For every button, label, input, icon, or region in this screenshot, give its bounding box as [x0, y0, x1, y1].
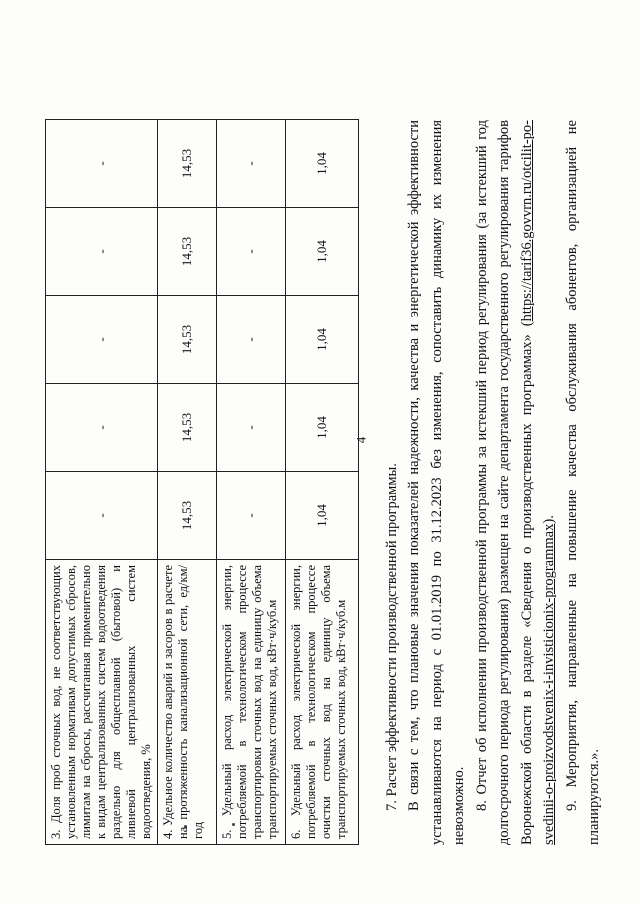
indicator-value: - — [217, 384, 286, 472]
indicator-value: - — [217, 296, 286, 384]
section-8-paragraph — [471, 120, 561, 845]
indicator-value: 1,04 — [286, 472, 359, 560]
indicator-value: - — [46, 120, 158, 208]
indicator-description: 5. Удельный расход электрической энергии, потребляемой в технологическом процессе транспортировки сточных вод на единицу объема транспортируемых сточных вод, кВт·ч/куб.м — [217, 560, 286, 845]
document-body — [45, 120, 606, 845]
table-row — [46, 120, 158, 845]
tariff-report-link[interactable]: https://tarif36.govvrn.ru/otcilit-po-svedinii-o-proizvodstvenix-i-invisticionix-programmax — [518, 120, 558, 845]
indicator-value: 14,53 — [158, 296, 217, 384]
indicator-value: 14,53 — [158, 384, 217, 472]
indicator-description: 3. Доля проб сточных вод, не соответствующих установленным нормативам допустимых сбросов, лимитам на сбросы, рассчитанная применительно к видам централизованных систем водоотведения раздельно для общесплавной (бытовой) и ливневой централизованных систем водоотведения, % — [46, 560, 158, 845]
section-8-text: 8. Отчет об исполнении производственной программы за истекший период регулирования (за истекший год долгосрочного периода регулирования) размещен на сайте департамента государственного регулирования тарифов Воронежской области в разделе «Сведения о производственных программах» ( — [473, 120, 535, 845]
rotated-content — [0, 85, 603, 905]
indicator-value: 14,53 — [158, 120, 217, 208]
section-8-text-end: ). — [541, 515, 558, 524]
page-number: 4 — [353, 436, 369, 444]
indicator-description: 6. Удельный расход электрической энергии, потребляемой в технологическом процессе очистки сточных вод на единицу объема транспортируемых сточных вод, кВт·ч/куб.м — [286, 560, 359, 845]
table-row — [286, 120, 359, 845]
indicator-value: - — [217, 472, 286, 560]
body-text — [381, 120, 606, 845]
indicator-value: 14,53 — [158, 208, 217, 296]
section-7-text: В связи с тем, что плановые значения показателей надежности, качества и энергетической эффективности устанавливаются на период с 01.01.2019 по 31.12.2023 без изменения, сопоставить динамику их изменения невозможно. — [406, 120, 468, 845]
indicator-value: - — [46, 384, 158, 472]
indicator-value: - — [217, 208, 286, 296]
table-row — [158, 120, 217, 845]
indicator-value: - — [46, 472, 158, 560]
indicator-value: 1,04 — [286, 208, 359, 296]
indicator-value: - — [46, 296, 158, 384]
table-row — [217, 120, 286, 845]
section-9-text: 9. Мероприятия, направленные на повышение качества обслуживания абонентов, организацией не планируются.». — [563, 120, 603, 845]
indicator-value: 14,53 — [158, 472, 217, 560]
indicator-value: - — [217, 120, 286, 208]
indicators-table — [45, 119, 359, 845]
section-7-heading: 7. Расчет эффективности производственной программы. — [384, 463, 400, 811]
indicator-value: - — [46, 208, 158, 296]
indicator-value: 1,04 — [286, 384, 359, 472]
indicator-value: 1,04 — [286, 120, 359, 208]
indicator-value: 1,04 — [286, 296, 359, 384]
indicator-description: 4. Удельное количество аварий и засоров в расчете на протяженность канализационной сети, ед/км/год — [158, 560, 217, 845]
